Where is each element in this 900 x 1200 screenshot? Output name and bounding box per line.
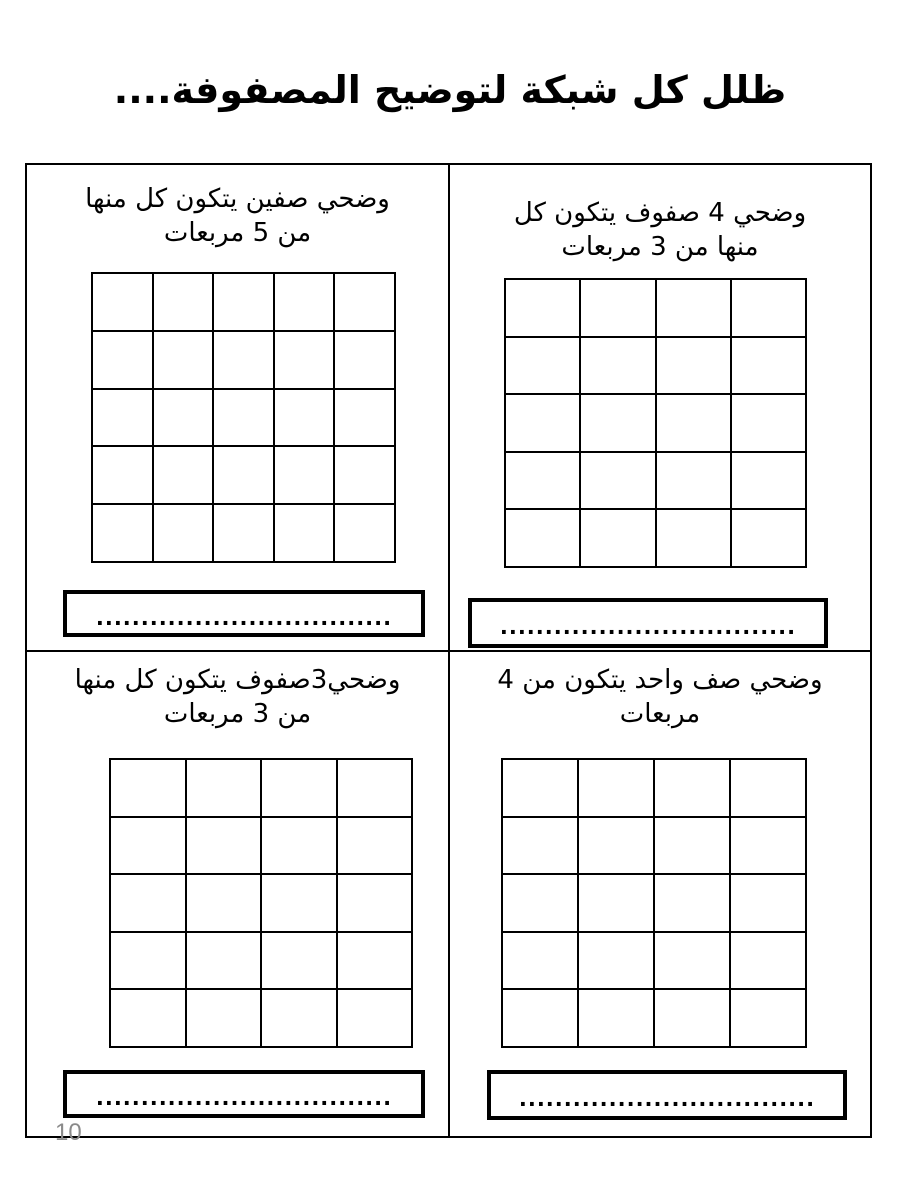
grid-cell[interactable]	[731, 875, 805, 931]
grid-cell[interactable]	[214, 332, 273, 388]
grid-cell[interactable]	[187, 818, 261, 874]
grid-cell[interactable]	[506, 395, 579, 451]
grid-cell[interactable]	[187, 760, 261, 816]
instruction-line-2: منها من 3 مربعات	[561, 231, 759, 262]
grid-cell[interactable]	[581, 453, 654, 509]
grid-cell[interactable]	[581, 510, 654, 566]
grid-cell[interactable]	[187, 875, 261, 931]
instruction-line-1: وضحي صفين يتكون كل منها	[85, 184, 390, 214]
grid-cell[interactable]	[111, 990, 185, 1046]
grid-cell[interactable]	[154, 390, 213, 446]
grid-cell[interactable]	[335, 274, 394, 330]
instruction-line-2: من 3 مربعات	[163, 698, 312, 729]
shading-grid	[504, 278, 807, 568]
grid-cell[interactable]	[732, 510, 805, 566]
shading-grid	[501, 758, 807, 1048]
grid-cell[interactable]	[581, 338, 654, 394]
grid-cell[interactable]	[732, 280, 805, 336]
grid-cell[interactable]	[503, 818, 577, 874]
grid-cell[interactable]	[506, 510, 579, 566]
grid-cell[interactable]	[579, 933, 653, 989]
grid-cell[interactable]	[731, 990, 805, 1046]
grid-cell[interactable]	[154, 274, 213, 330]
instruction-text	[450, 652, 870, 732]
answer-box[interactable]	[63, 590, 425, 637]
grid-cell[interactable]	[506, 280, 579, 336]
worksheet-table	[25, 163, 872, 1138]
grid-cell[interactable]	[262, 990, 336, 1046]
answer-dots: .................................	[499, 615, 797, 639]
grid-cell[interactable]	[657, 453, 730, 509]
grid-cell[interactable]	[655, 760, 729, 816]
grid-cell[interactable]	[93, 332, 152, 388]
grid-cell[interactable]	[338, 760, 412, 816]
instruction-line-1: وضحي3صفوف يتكون كل منها	[74, 665, 401, 695]
grid-cell[interactable]	[732, 338, 805, 394]
grid-cell[interactable]	[335, 505, 394, 561]
grid-cell[interactable]	[262, 818, 336, 874]
answer-dots: .................................	[95, 605, 393, 630]
grid-cell[interactable]	[503, 990, 577, 1046]
grid-cell[interactable]	[731, 818, 805, 874]
grid-cell[interactable]	[93, 447, 152, 503]
grid-cell[interactable]	[275, 505, 334, 561]
answer-dots: .................................	[95, 1086, 393, 1110]
grid-cell[interactable]	[214, 390, 273, 446]
instruction-text	[450, 165, 870, 265]
quadrant-bottom-right	[450, 652, 870, 1136]
grid-cell[interactable]	[579, 875, 653, 931]
grid-cell[interactable]	[732, 395, 805, 451]
answer-box[interactable]	[468, 598, 828, 648]
grid-cell[interactable]	[111, 760, 185, 816]
instruction-text	[27, 165, 448, 251]
grid-cell[interactable]	[581, 395, 654, 451]
grid-cell[interactable]	[154, 447, 213, 503]
grid-cell[interactable]	[657, 395, 730, 451]
grid-cell[interactable]	[655, 875, 729, 931]
grid-cell[interactable]	[111, 933, 185, 989]
answer-box[interactable]	[487, 1070, 847, 1120]
shading-grid	[91, 272, 396, 563]
grid-cell[interactable]	[732, 453, 805, 509]
grid-cell[interactable]	[655, 933, 729, 989]
answer-box[interactable]	[63, 1070, 425, 1118]
grid-cell[interactable]	[275, 390, 334, 446]
grid-cell[interactable]	[93, 274, 152, 330]
grid-cell[interactable]	[154, 505, 213, 561]
grid-cell[interactable]	[579, 760, 653, 816]
instruction-text	[27, 652, 448, 732]
quadrant-top-left	[27, 165, 450, 652]
grid-cell[interactable]	[275, 332, 334, 388]
quadrant-top-right	[450, 165, 870, 652]
grid-cell[interactable]	[262, 933, 336, 989]
quadrant-bottom-left	[27, 652, 450, 1136]
grid-cell[interactable]	[579, 818, 653, 874]
grid-cell[interactable]	[338, 990, 412, 1046]
answer-dots: .................................	[518, 1087, 816, 1111]
grid-cell[interactable]	[581, 280, 654, 336]
grid-cell[interactable]	[657, 510, 730, 566]
worksheet-title: ظلل كل شبكة لتوضيح المصفوفة....	[113, 68, 787, 112]
grid-cell[interactable]	[214, 505, 273, 561]
grid-cell[interactable]	[731, 933, 805, 989]
shading-grid	[109, 758, 413, 1048]
grid-cell[interactable]	[503, 875, 577, 931]
grid-cell[interactable]	[503, 933, 577, 989]
grid-cell[interactable]	[111, 818, 185, 874]
grid-cell[interactable]	[187, 990, 261, 1046]
grid-cell[interactable]	[731, 760, 805, 816]
grid-cell[interactable]	[154, 332, 213, 388]
grid-cell[interactable]	[657, 338, 730, 394]
grid-cell[interactable]	[262, 760, 336, 816]
grid-cell[interactable]	[655, 818, 729, 874]
grid-cell[interactable]	[93, 505, 152, 561]
grid-cell[interactable]	[275, 447, 334, 503]
grid-cell[interactable]	[187, 933, 261, 989]
grid-cell[interactable]	[275, 274, 334, 330]
grid-cell[interactable]	[335, 390, 394, 446]
grid-cell[interactable]	[338, 875, 412, 931]
grid-cell[interactable]	[579, 990, 653, 1046]
instruction-line-1: وضحي صف واحد يتكون من 4	[497, 665, 823, 695]
grid-cell[interactable]	[335, 447, 394, 503]
instruction-line-1: وضحي 4 صفوف يتكون كل	[513, 198, 807, 228]
grid-cell[interactable]	[338, 818, 412, 874]
instruction-line-2: من 5 مربعات	[163, 217, 312, 248]
grid-cell[interactable]	[262, 875, 336, 931]
grid-cell[interactable]	[657, 280, 730, 336]
grid-cell[interactable]	[214, 274, 273, 330]
grid-cell[interactable]	[214, 447, 273, 503]
grid-cell[interactable]	[503, 760, 577, 816]
grid-cell[interactable]	[335, 332, 394, 388]
grid-cell[interactable]	[93, 390, 152, 446]
grid-cell[interactable]	[506, 453, 579, 509]
grid-cell[interactable]	[655, 990, 729, 1046]
page-number: 10	[55, 1119, 82, 1146]
grid-cell[interactable]	[111, 875, 185, 931]
grid-cell[interactable]	[506, 338, 579, 394]
instruction-line-2: مربعات	[619, 698, 701, 729]
grid-cell[interactable]	[338, 933, 412, 989]
